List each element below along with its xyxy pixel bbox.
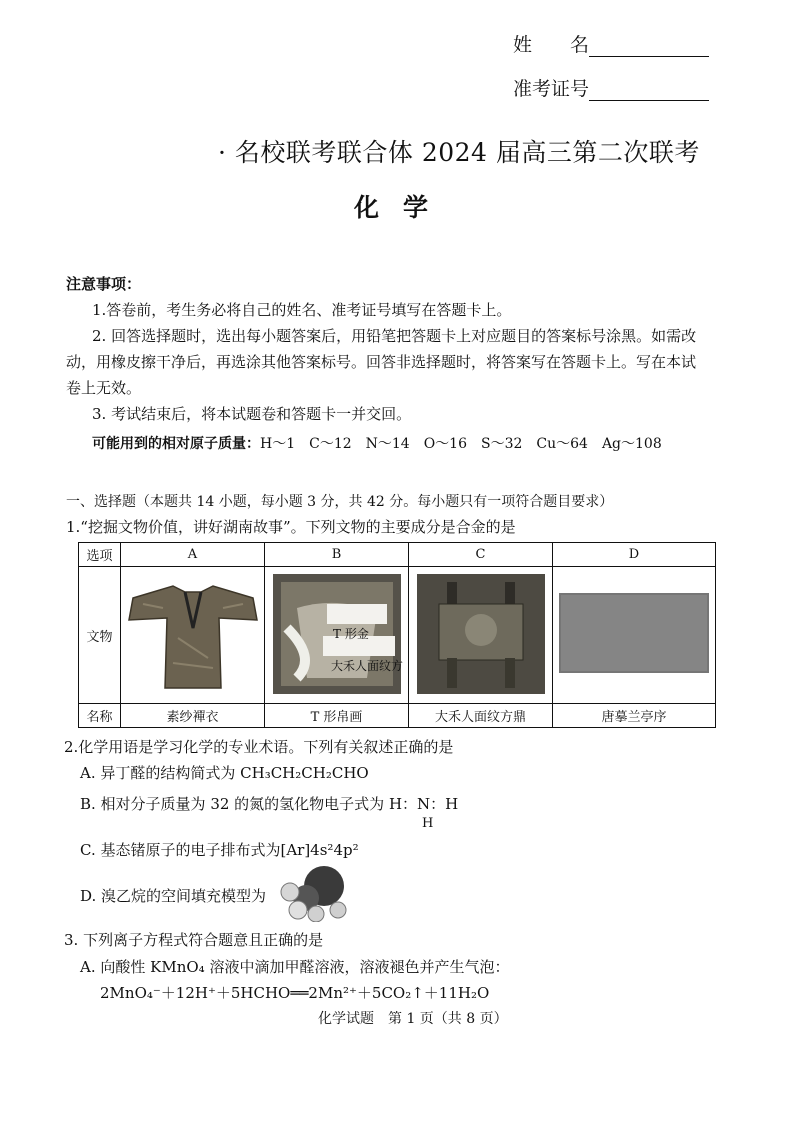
q2-option-b: B. 相对分子质量为 32 的氮的氢化物电子式为 H：N：H bbox=[80, 795, 459, 813]
exam-id-blank bbox=[589, 78, 709, 101]
row-name-label: 名称 bbox=[79, 704, 121, 728]
notice-item-2b: 动，用橡皮擦干净后，再选涂其他答案标号。回答非选择题时，将答案写在答题卡上。写在本试 bbox=[66, 353, 697, 371]
option-b: B bbox=[265, 543, 409, 567]
q2-option-a: A. 异丁醛的结构简式为 CH₃CH₂CH₂CHO bbox=[80, 764, 369, 782]
option-c: C bbox=[409, 543, 553, 567]
exam-id-field bbox=[513, 74, 709, 101]
q2-option-c: C. 基态锗原子的电子排布式为[Ar]4s²4p² bbox=[80, 841, 359, 859]
name-a: 素纱襌衣 bbox=[121, 704, 265, 728]
atomic-masses bbox=[92, 430, 662, 458]
q2-stem: 2.化学用语是学习化学的专业术语。下列有关叙述正确的是 bbox=[64, 738, 454, 756]
notice-heading: 注意事项： bbox=[66, 275, 142, 293]
artifact-c-image bbox=[409, 567, 553, 704]
q3-option-a: A. 向酸性 KMnO₄ 溶液中滴加甲醛溶液，溶液褪色并产生气泡： bbox=[80, 958, 510, 976]
notice-item-3: 3. 考试结束后，将本试题卷和答题卡一并交回。 bbox=[92, 405, 412, 423]
name-b: T 形帛画 bbox=[265, 704, 409, 728]
name-label: 姓 名 bbox=[513, 34, 590, 56]
name-d: 唐摹兰亭序 bbox=[553, 704, 716, 728]
name-c: 大禾人面纹方鼎 bbox=[409, 704, 553, 728]
notice-item-1: 1.答卷前，考生务必将自己的姓名、准考证号填写在答题卡上。 bbox=[92, 301, 512, 319]
b-overlay-label-1: T 形金 bbox=[333, 627, 369, 641]
artifact-b-image bbox=[265, 567, 409, 704]
b-overlay-label-2: 大禾人面纹方 bbox=[331, 659, 404, 673]
atomic-masses-label: 可能用到的相对原子质量： bbox=[92, 436, 260, 452]
artifact-a-image bbox=[121, 567, 265, 704]
q2-option-b-bottom-h: H bbox=[422, 816, 434, 831]
ding-vessel-image bbox=[411, 568, 551, 698]
section-heading: 一、选择题（本题共 14 小题，每小题 3 分，共 42 分。每小题只有一项符合题目要求） bbox=[66, 494, 614, 510]
page-footer: 化学试题 第 1 页（共 8 页） bbox=[318, 1011, 508, 1027]
name-field bbox=[513, 30, 709, 57]
q3-option-a-equation: 2MnO₄⁻＋12H⁺＋5HCHO══2Mn²⁺＋5CO₂↑＋11H₂O bbox=[100, 984, 490, 1002]
artifact-d-image bbox=[553, 567, 716, 704]
atomic-masses-values: H～1 C～12 N～14 O～16 S～32 Cu～64 Ag～108 bbox=[260, 436, 662, 452]
q3-stem: 3. 下列离子方程式符合题意且正确的是 bbox=[64, 931, 324, 949]
header-option: 选项 bbox=[79, 543, 121, 567]
bromoethane-model-image bbox=[276, 862, 358, 926]
notice-item-2c: 卷上无效。 bbox=[66, 379, 142, 397]
subject-title: 化学 bbox=[354, 193, 453, 222]
q2-option-d: D. 溴乙烷的空间填充模型为 bbox=[80, 887, 267, 905]
robe-image bbox=[123, 568, 263, 698]
calligraphy-image bbox=[559, 593, 709, 673]
row-artifact-label: 文物 bbox=[79, 567, 121, 704]
option-d: D bbox=[553, 543, 716, 567]
notice-item-2a: 2. 回答选择题时，选出每小题答案后，用铅笔把答题卡上对应题目的答案标号涂黑。如需改 bbox=[92, 327, 697, 345]
exam-title: · 名校联考联合体 2024 届高三第二次联考 bbox=[218, 138, 700, 167]
q1-stem: 1.“挖掘文物价值，讲好湖南故事”。下列文物的主要成分是合金的是 bbox=[66, 518, 516, 536]
name-blank bbox=[589, 34, 709, 57]
exam-id-label: 准考证号 bbox=[513, 78, 590, 100]
option-a: A bbox=[121, 543, 265, 567]
q1-table bbox=[78, 542, 716, 728]
